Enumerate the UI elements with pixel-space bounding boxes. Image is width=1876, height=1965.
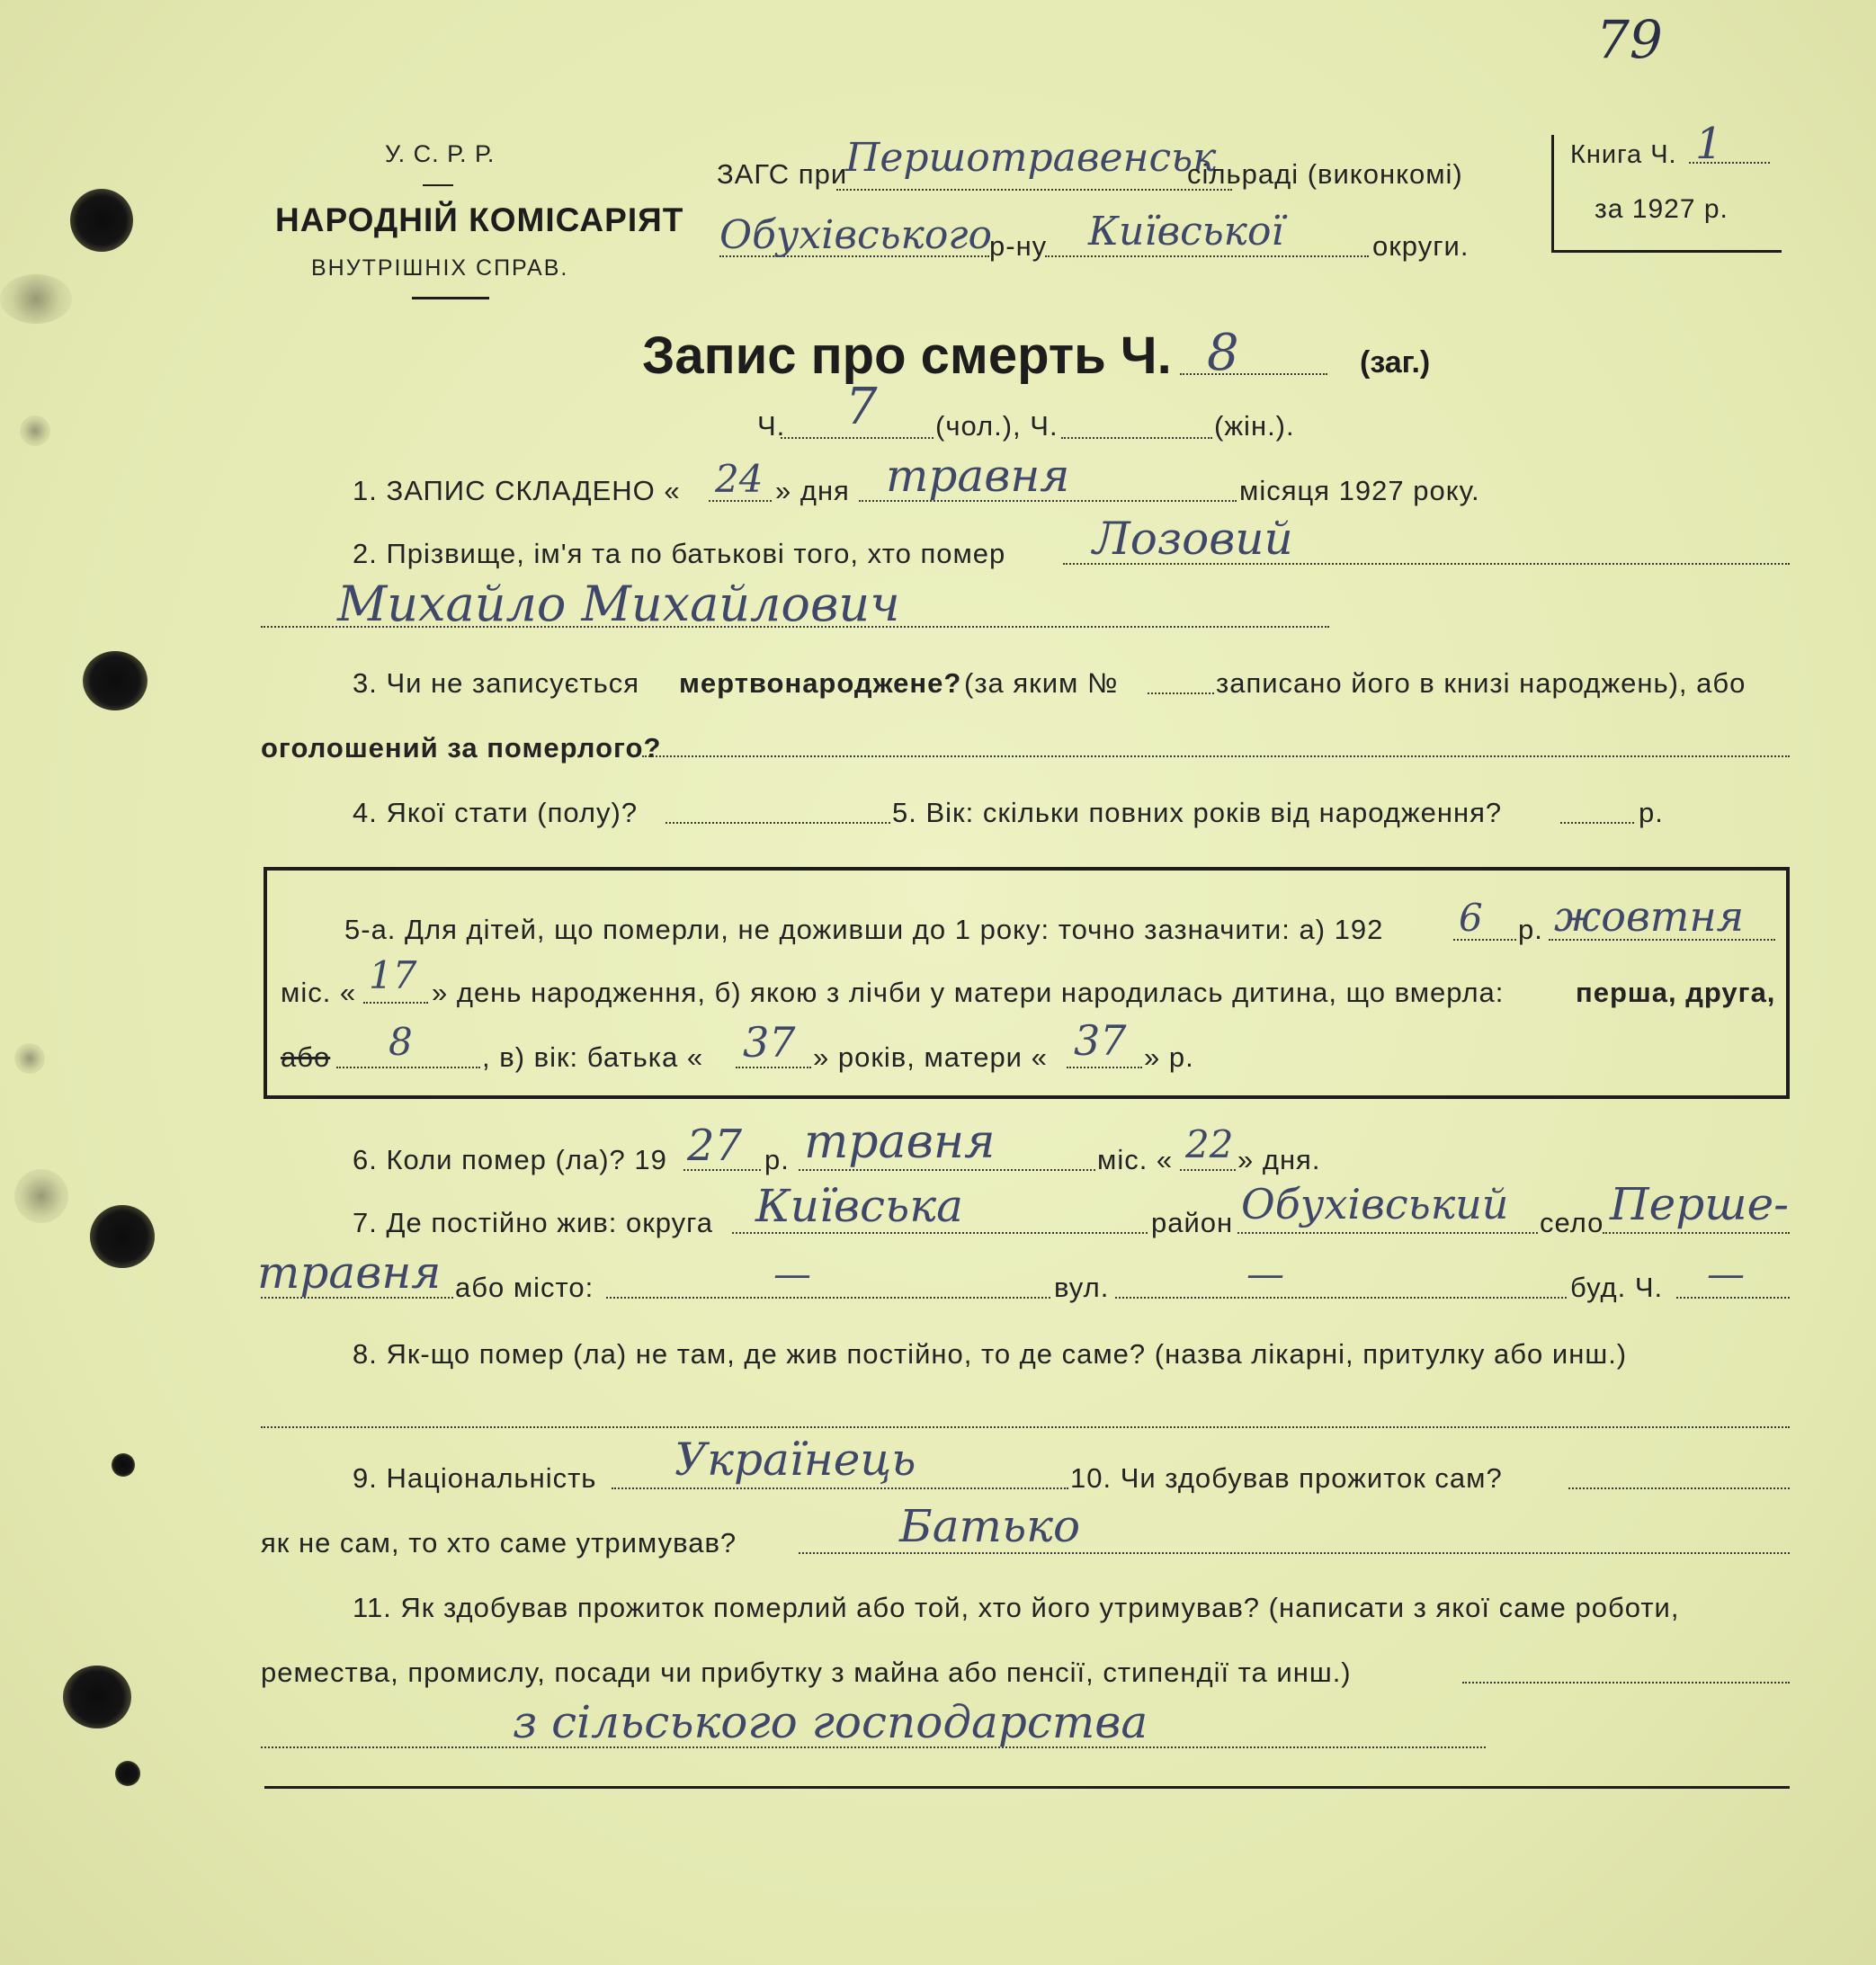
- f11-dotline: [1462, 1682, 1790, 1684]
- book-box-border: [1551, 250, 1782, 253]
- f7-label: 7. Де постійно жив: округа: [353, 1207, 714, 1238]
- zags-suffix: сільраді (виконкомі): [1187, 158, 1463, 190]
- f4-dotline: [666, 822, 890, 824]
- commissariat-label: НАРОДНІЙ КОМІСАРІЯТ: [275, 201, 684, 238]
- okruha-label: округи.: [1372, 230, 1470, 262]
- f7-raion-handwritten: Обухівський: [1241, 1180, 1509, 1228]
- f5-label: 5. Вік: скільки повних років від народження?: [892, 797, 1503, 828]
- f5a-order-handwritten: 8: [389, 1020, 413, 1064]
- f3-line1d: записано його в книзі народжень), або: [1216, 667, 1746, 699]
- record-title: Запис про смерть Ч.: [642, 326, 1172, 385]
- district-handwritten: Обухівського: [719, 212, 993, 258]
- f5a-line3b: » років, матери «: [813, 1041, 1048, 1073]
- punch-hole: [112, 1453, 135, 1477]
- record-number-dotline: [1180, 373, 1327, 375]
- f7-raion-dotline: [1237, 1232, 1538, 1234]
- f7-bud-handwritten: —: [1707, 1252, 1745, 1296]
- punch-hole: [70, 189, 133, 252]
- f5a-order-dotline: [336, 1067, 480, 1068]
- f6-year-handwritten: 27: [687, 1121, 743, 1171]
- f5a-line3c: » р.: [1144, 1041, 1194, 1073]
- f6-day-handwritten: 22: [1185, 1122, 1234, 1166]
- f6-mis: міс. «: [1097, 1144, 1174, 1175]
- f5a-day-handwritten: 17: [369, 953, 417, 997]
- f3-line1b: мертвонароджене?: [679, 667, 962, 699]
- f6-month-handwritten: травня: [804, 1115, 996, 1169]
- f4-label: 4. Якої стати (полу)?: [353, 797, 639, 828]
- male-dotline: [781, 437, 934, 439]
- punch-hole: [90, 1205, 155, 1268]
- f7-misto-handwritten: —: [773, 1252, 811, 1296]
- f5a-line3: , в) вік: батька «: [482, 1041, 704, 1073]
- okruha-dotline: [1045, 255, 1369, 257]
- closing-rule: [264, 1786, 1790, 1789]
- punch-hole: [83, 651, 147, 710]
- f5-dotline: [1560, 822, 1634, 824]
- f7-okruha-handwritten: Київська: [755, 1180, 963, 1232]
- f7-vul-handwritten: —: [1246, 1252, 1284, 1296]
- f7-selo-handwritten: Перше-: [1610, 1178, 1790, 1230]
- f5-unit: р.: [1639, 797, 1664, 828]
- f3-line1c: (за яким №: [964, 667, 1119, 699]
- f5a-mother-dotline: [1067, 1067, 1142, 1068]
- district-label: р-ну: [989, 230, 1048, 262]
- f7-vul-dotline: [1115, 1297, 1567, 1299]
- f5a-day-dotline: [363, 1002, 428, 1004]
- book-box-border: [1551, 135, 1554, 252]
- f7-misto: або місто:: [455, 1272, 594, 1303]
- f9-dotline: [612, 1487, 1068, 1489]
- f9-label: 9. Національність: [353, 1462, 597, 1494]
- f3-line1a: 3. Чи не записується: [353, 667, 640, 699]
- record-suffix: (заг.): [1360, 345, 1431, 380]
- stain: [14, 1043, 45, 1074]
- f7-okruha-dotline: [732, 1232, 1148, 1234]
- country-label: У. С. Р. Р.: [385, 140, 496, 167]
- f3-line2: оголошений за померлого?: [261, 732, 662, 764]
- f7-selo: село: [1540, 1207, 1604, 1238]
- f7-misto-dotline: [606, 1297, 1050, 1299]
- book-year: за 1927 р.: [1595, 194, 1729, 224]
- f5a-father-dotline: [736, 1067, 811, 1068]
- f3-dotline: [642, 755, 1790, 757]
- record-number-handwritten: 8: [1207, 324, 1239, 382]
- f6-label: 6. Коли помер (ла)? 19: [353, 1144, 667, 1175]
- f7-bud: буд. Ч.: [1570, 1272, 1664, 1303]
- f1-month-handwritten: травня: [886, 450, 1070, 502]
- f1-label: 1. ЗАПИС СКЛАДЕНО «: [353, 475, 681, 506]
- f7-raion: район: [1151, 1207, 1234, 1238]
- f11-handwritten: з сільського господарства: [513, 1696, 1148, 1748]
- divider: [423, 184, 453, 186]
- f7-vul: вул.: [1054, 1272, 1110, 1303]
- female-dotline: [1061, 437, 1212, 439]
- male-label: (чол.), Ч.: [935, 410, 1059, 442]
- f6-p: р.: [764, 1144, 790, 1175]
- f5a-mis: міс. «: [281, 977, 357, 1008]
- f10-label: 10. Чи здобував прожиток сам?: [1070, 1462, 1503, 1494]
- f9-handwritten: Українець: [674, 1434, 916, 1486]
- ch-label: Ч.: [757, 410, 786, 442]
- f6-month-dotline: [799, 1169, 1095, 1171]
- f5a-father-handwritten: 37: [743, 1018, 796, 1067]
- f5a-month-handwritten: жовтня: [1554, 892, 1745, 941]
- f10-dotline: [1568, 1487, 1790, 1489]
- f6-day-dotline: [1180, 1169, 1236, 1171]
- f10b-handwritten: Батько: [899, 1500, 1081, 1552]
- f11-line2: ремества, промислу, посади чи прибутку з майна або пенсії, стипендії та инш.): [261, 1657, 1352, 1688]
- f5a-abo: або: [281, 1041, 331, 1073]
- f1-tail: місяця 1927 року.: [1239, 475, 1480, 506]
- female-label: (жін.).: [1214, 410, 1295, 442]
- f1-day-handwritten: 24: [715, 457, 764, 501]
- stain: [20, 415, 50, 446]
- f8-dotline: [261, 1426, 1790, 1428]
- f3-number-dotline: [1148, 692, 1214, 694]
- male-number-handwritten: 7: [845, 378, 878, 436]
- book-label: Книга Ч.: [1570, 140, 1677, 169]
- f2-name-handwritten: Михайло Михайлович: [337, 576, 900, 632]
- f1-mid: » дня: [775, 475, 850, 506]
- zags-dotline: [836, 189, 1232, 191]
- okruha-handwritten: Київської: [1088, 209, 1284, 255]
- f2-surname-handwritten: Лозовий: [1093, 513, 1293, 565]
- book-handwritten: 1: [1695, 119, 1723, 169]
- stain: [14, 1169, 68, 1223]
- zags-handwritten: Першотравенськ: [845, 135, 1217, 181]
- f8-label: 8. Як-що помер (ла) не там, де жив постійно, то де саме? (назва лікарні, притулку або инш.): [353, 1338, 1628, 1370]
- f7-selo-dotline: [1603, 1232, 1790, 1234]
- f10b-dotline: [799, 1552, 1790, 1554]
- divider: [412, 297, 489, 299]
- f7-selo-handwritten-2: травня: [257, 1246, 442, 1299]
- f6-tail: » дня.: [1237, 1144, 1321, 1175]
- f5a-line2b: перша, друга,: [1576, 977, 1776, 1008]
- f5a-line2: » день народження, б) якою з лічби у матери народилась дитина, що вмерла:: [432, 977, 1505, 1008]
- archive-page-number: 79: [1596, 9, 1663, 70]
- f7-bud-dotline: [1676, 1297, 1790, 1299]
- punch-hole: [115, 1761, 140, 1786]
- f2-label: 2. Прізвище, ім'я та по батькові того, хто помер: [353, 538, 1006, 569]
- f11-line1: 11. Як здобував прожиток померлий або той, хто його утримував? (написати з якої саме роботи,: [353, 1592, 1680, 1623]
- f10b-label: як не сам, то хто саме утримував?: [261, 1527, 737, 1559]
- f5a-year-handwritten: 6: [1459, 896, 1483, 940]
- stain: [0, 274, 72, 324]
- zags-prefix: ЗАГС при: [717, 158, 848, 190]
- punch-hole: [63, 1666, 131, 1728]
- f5a-mother-handwritten: 37: [1074, 1016, 1127, 1065]
- department-label: ВНУТРІШНІХ СПРАВ.: [311, 255, 569, 281]
- f5a-line1: 5-а. Для дітей, що померли, не доживши до 1 року: точно зазначити: а) 192: [344, 914, 1384, 945]
- f5a-year-unit: р.: [1518, 914, 1543, 945]
